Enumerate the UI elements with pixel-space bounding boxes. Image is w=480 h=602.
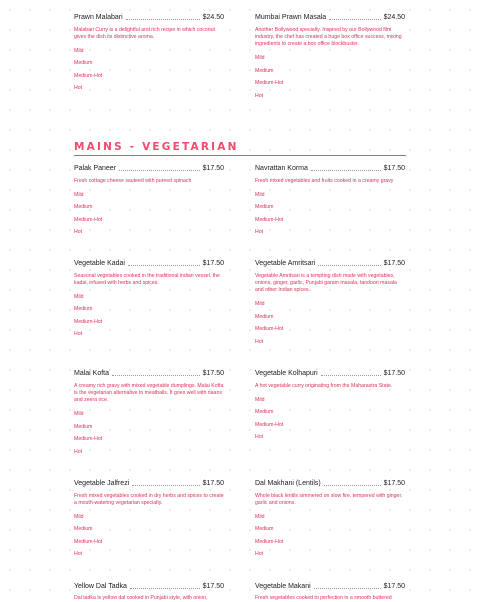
spice-option-medium[interactable]: Medium <box>255 67 274 74</box>
spice-option-mild[interactable]: Mild <box>255 55 265 62</box>
spice-option-medium[interactable]: Medium <box>74 306 93 313</box>
menu-item-vegetable-amritsari <box>255 259 405 345</box>
spice-option-medium-hot[interactable]: Medium-Hot <box>255 216 284 223</box>
spice-option-medium-hot[interactable]: Medium-Hot <box>74 538 103 545</box>
item-description: A creamy rich gravy with mixed vegetable dumplings. Malai Kofta is the vegetarian alternative to meatballs. It goes well with naans and zeera rice. <box>74 383 224 404</box>
spice-option-hot[interactable]: Hot <box>255 229 264 236</box>
leader-dots <box>329 19 380 20</box>
menu-item-malai-kofta <box>74 369 224 455</box>
spice-option-hot[interactable]: Hot <box>74 448 83 455</box>
leader-dots <box>321 375 381 376</box>
spice-option-medium-hot[interactable]: Medium-Hot <box>255 326 284 333</box>
item-name: Dal Makhani (Lentils) <box>255 480 321 487</box>
spice-option-hot[interactable]: Hot <box>255 338 264 345</box>
item-name: Malai Kofta <box>74 370 110 377</box>
leader-dots <box>128 265 200 266</box>
item-price: $17.50 <box>383 583 405 590</box>
spice-option-medium[interactable]: Medium <box>74 423 93 430</box>
leader-dots <box>314 588 381 589</box>
spice-option-mild[interactable]: Mild <box>74 47 84 54</box>
section-divider <box>74 155 406 156</box>
leader-dots <box>318 265 380 266</box>
item-description: Fresh mixed vegetables and fruits cooked in a creamy gravy <box>255 178 394 184</box>
item-price: $17.50 <box>202 583 224 590</box>
menu-item-navrattan-korma <box>255 164 405 235</box>
item-price: $17.50 <box>202 370 224 377</box>
item-name: Vegetable Makani <box>255 583 311 590</box>
spice-option-hot[interactable]: Hot <box>255 434 264 441</box>
spice-option-medium[interactable]: Medium <box>74 204 93 211</box>
menu-item-yellow-dal-tadka <box>74 582 224 602</box>
spice-option-medium[interactable]: Medium <box>255 526 274 533</box>
item-name: Vegetable Jalfrezi <box>74 480 130 487</box>
spice-option-medium-hot[interactable]: Medium-Hot <box>255 421 284 428</box>
item-price: $17.50 <box>383 260 405 267</box>
leader-dots <box>132 485 199 486</box>
menu-item-vegetable-jalfrezi <box>74 479 224 557</box>
item-price: $17.50 <box>202 260 224 267</box>
item-name: Vegetable Amritsari <box>255 260 316 267</box>
spice-option-mild[interactable]: Mild <box>74 293 84 300</box>
spice-option-hot[interactable]: Hot <box>74 229 83 236</box>
spice-option-medium[interactable]: Medium <box>255 204 274 211</box>
item-description: Whole black lentils simmered on slow fire, tempered with ginger, garlic and onions. <box>255 493 403 507</box>
item-price: $24.50 <box>202 14 224 21</box>
spice-option-medium-hot[interactable]: Medium-Hot <box>74 318 103 325</box>
menu-item-prawn-malabari <box>74 13 224 91</box>
spice-option-hot[interactable]: Hot <box>255 551 264 558</box>
spice-option-hot[interactable]: Hot <box>74 331 83 338</box>
spice-option-mild[interactable]: Mild <box>255 301 265 308</box>
spice-option-mild[interactable]: Mild <box>74 513 84 520</box>
item-price: $17.50 <box>202 165 224 172</box>
spice-option-medium[interactable]: Medium <box>74 526 93 533</box>
menu-item-palak-paneer <box>74 164 224 235</box>
item-name: Palak Paneer <box>74 165 117 172</box>
spice-option-medium[interactable]: Medium <box>255 313 274 320</box>
menu-item-vegetable-kolhapuri <box>255 369 405 440</box>
leader-dots <box>130 588 200 589</box>
item-name: Mumbai Prawn Masala <box>255 14 327 21</box>
spice-option-mild[interactable]: Mild <box>255 513 265 520</box>
spice-option-medium-hot[interactable]: Medium-Hot <box>74 436 103 443</box>
item-description: Seasonal vegetables cooked in the traditional indian vessel, the kadai, infused with herbs and spices. <box>74 273 220 287</box>
spice-option-medium[interactable]: Medium <box>74 60 93 67</box>
item-description: Fresh cottage cheese sauteed with pureed spinach <box>74 178 192 184</box>
leader-dots <box>311 170 381 171</box>
item-name: Vegetable Kolhapuri <box>255 370 318 377</box>
leader-dots <box>112 375 200 376</box>
leader-dots <box>126 19 200 20</box>
item-name: Yellow Dal Tadka <box>74 583 127 590</box>
item-name: Prawn Malabari <box>74 14 123 21</box>
item-price: $17.50 <box>383 480 405 487</box>
item-description: A hot vegetable curry originating from the Maharastra State. <box>255 383 393 389</box>
item-description: Malabari Curry is a delightful and rich recipe in which coconut gives the dish its distinctive aroma. <box>74 27 215 41</box>
menu-item-dal-makhani <box>255 479 405 557</box>
leader-dots <box>324 485 381 486</box>
item-price: $24.50 <box>383 14 405 21</box>
spice-option-hot[interactable]: Hot <box>255 92 264 99</box>
spice-option-medium-hot[interactable]: Medium-Hot <box>255 80 284 87</box>
section-title: MAINS - VEGETARIAN <box>74 141 239 153</box>
item-description: Vegetable Amritsari is a tempting dish made with vegetables, onions, ginger, garlic, Punjabi garam masala, tandoori masala and other Indian spices. <box>255 273 397 294</box>
item-description: Dal tadka is yellow dal cooked in Punjabi style, with onion, <box>74 595 208 601</box>
item-description: Fresh mixed vegetables cooked in dry herbs and spices to create a mouth-watering vegetarian specialty. <box>74 493 224 507</box>
spice-option-mild[interactable]: Mild <box>74 411 84 418</box>
spice-option-medium-hot[interactable]: Medium-Hot <box>74 72 103 79</box>
spice-option-mild[interactable]: Mild <box>74 191 84 198</box>
item-price: $17.50 <box>202 480 224 487</box>
spice-option-medium[interactable]: Medium <box>255 409 274 416</box>
item-description: Another Bollywood specialty. Inspired by our Bollywood film industry, the chef has created a huge box office success, mixing ingredients to create a box office blockbuster. <box>255 27 402 48</box>
spice-option-mild[interactable]: Mild <box>255 191 265 198</box>
item-description: Fresh vegetables cooked to perfection in a smooth buttered <box>255 595 392 601</box>
item-price: $17.50 <box>383 370 405 377</box>
spice-option-mild[interactable]: Mild <box>255 396 265 403</box>
leader-dots <box>119 170 200 171</box>
item-name: Vegetable Kadai <box>74 260 125 267</box>
spice-option-hot[interactable]: Hot <box>74 551 83 558</box>
spice-option-medium-hot[interactable]: Medium-Hot <box>74 216 103 223</box>
spice-option-medium-hot[interactable]: Medium-Hot <box>255 538 284 545</box>
spice-option-hot[interactable]: Hot <box>74 85 83 92</box>
item-price: $17.50 <box>383 165 405 172</box>
menu-item-vegetable-makani <box>255 582 405 602</box>
menu-item-mumbai-prawn-masala <box>255 13 405 99</box>
menu-item-vegetable-kadai <box>74 259 224 337</box>
item-name: Navrattan Korma <box>255 165 308 172</box>
